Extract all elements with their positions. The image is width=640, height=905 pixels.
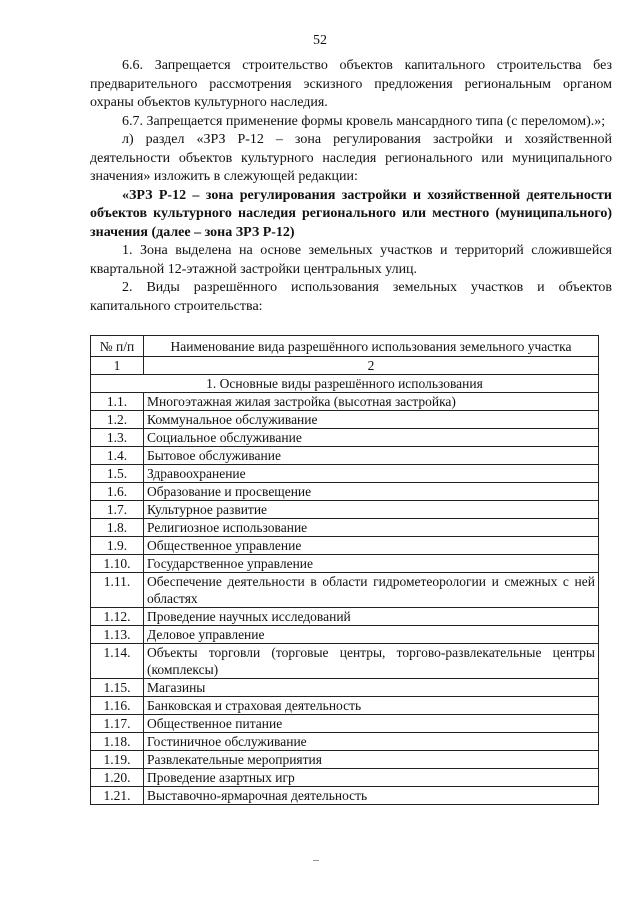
paragraph-6-7: 6.7. Запрещается применение формы кровель мансардного типа (с переломом).»; — [122, 113, 606, 129]
zone-heading: «ЗРЗ Р-12 – зона регулирования застройки и хозяйственной деятельности объектов культурного наследия регионального или местного (муниципального) значения (далее – зона ЗРЗ Р-12) — [90, 187, 612, 240]
row-name: Бытовое обслуживание — [144, 447, 599, 465]
row-name: Социальное обслуживание — [144, 429, 599, 447]
row-number: 1.6. — [91, 483, 144, 501]
column-number-2: 2 — [144, 357, 599, 375]
table-row — [91, 644, 599, 679]
table-row — [91, 555, 599, 573]
row-name: Коммунальное обслуживание — [144, 411, 599, 429]
table-row — [91, 679, 599, 697]
document-body — [90, 57, 612, 316]
land-use-table — [90, 335, 599, 805]
row-number: 1.2. — [91, 411, 144, 429]
row-name: Гостиничное обслуживание — [144, 733, 599, 751]
row-number: 1.7. — [91, 501, 144, 519]
row-name: Государственное управление — [144, 555, 599, 573]
row-name: Многоэтажная жилая застройка (высотная застройка) — [144, 393, 599, 411]
row-name: Образование и просвещение — [144, 483, 599, 501]
row-number: 1.14. — [91, 644, 144, 679]
table-row — [91, 411, 599, 429]
row-name: Магазины — [144, 679, 599, 697]
row-number: 1.21. — [91, 787, 144, 805]
row-name: Развлекательные мероприятия — [144, 751, 599, 769]
row-name: Здравоохранение — [144, 465, 599, 483]
page-number: 52 — [313, 33, 327, 48]
paragraph-6-6: 6.6. Запрещается строительство объектов капитального строительства без предварительного рассмотрения эскизного предложения региональным органом охраны объектов культурного наследия. — [90, 58, 612, 110]
row-name: Объекты торговли (торговые центры, торгово-развлекательные центры (комплексы) — [144, 644, 599, 679]
paragraph-1: 1. Зона выделена на основе земельных участков и территорий сложившейся квартальной 12-этажной застройки центральных улиц. — [90, 243, 612, 277]
row-name: Общественное управление — [144, 537, 599, 555]
table-row — [91, 393, 599, 411]
row-name: Обеспечение деятельности в области гидрометеорологии и смежных с ней областях — [144, 573, 599, 608]
row-number: 1.20. — [91, 769, 144, 787]
table-row — [91, 787, 599, 805]
paragraph-2: 2. Виды разрешённого использования земельных участков и объектов капитального строительства: — [90, 280, 612, 314]
table-row — [91, 769, 599, 787]
table-row — [91, 465, 599, 483]
table-row — [91, 715, 599, 733]
row-number: 1.12. — [91, 608, 144, 626]
row-number: 1.13. — [91, 626, 144, 644]
table-row — [91, 483, 599, 501]
table-row — [91, 519, 599, 537]
row-number: 1.15. — [91, 679, 144, 697]
row-number: 1.4. — [91, 447, 144, 465]
row-number: 1.9. — [91, 537, 144, 555]
row-name: Проведение научных исследований — [144, 608, 599, 626]
row-number: 1.1. — [91, 393, 144, 411]
table-row — [91, 626, 599, 644]
table-row — [91, 429, 599, 447]
table-row — [91, 537, 599, 555]
table-row — [91, 733, 599, 751]
row-number: 1.17. — [91, 715, 144, 733]
table-row — [91, 447, 599, 465]
row-name: Общественное питание — [144, 715, 599, 733]
row-name: Религиозное использование — [144, 519, 599, 537]
row-number: 1.11. — [91, 573, 144, 608]
page-mark — [313, 860, 319, 861]
table-row — [91, 608, 599, 626]
table-row — [91, 751, 599, 769]
column-number-1: 1 — [91, 357, 144, 375]
row-number: 1.18. — [91, 733, 144, 751]
row-name: Банковская и страховая деятельность — [144, 697, 599, 715]
row-name: Выставочно-ярмарочная деятельность — [144, 787, 599, 805]
row-number: 1.3. — [91, 429, 144, 447]
header-name-cell: Наименование вида разрешённого использования земельного участка — [144, 336, 599, 357]
table-row — [91, 573, 599, 608]
row-number: 1.16. — [91, 697, 144, 715]
row-name: Культурное развитие — [144, 501, 599, 519]
table-row — [91, 501, 599, 519]
row-number: 1.19. — [91, 751, 144, 769]
section-heading-cell: 1. Основные виды разрешённого использования — [91, 375, 599, 393]
header-number-cell: № п/п — [91, 336, 144, 357]
row-name: Проведение азартных игр — [144, 769, 599, 787]
table-row — [91, 697, 599, 715]
row-number: 1.8. — [91, 519, 144, 537]
row-number: 1.10. — [91, 555, 144, 573]
paragraph-l: л) раздел «ЗРЗ Р-12 – зона регулирования застройки и хозяйственной деятельности объектов культурного наследия регионального или муниципального значения» изложить в слежующей редакции: — [90, 132, 612, 184]
row-number: 1.5. — [91, 465, 144, 483]
row-name: Деловое управление — [144, 626, 599, 644]
